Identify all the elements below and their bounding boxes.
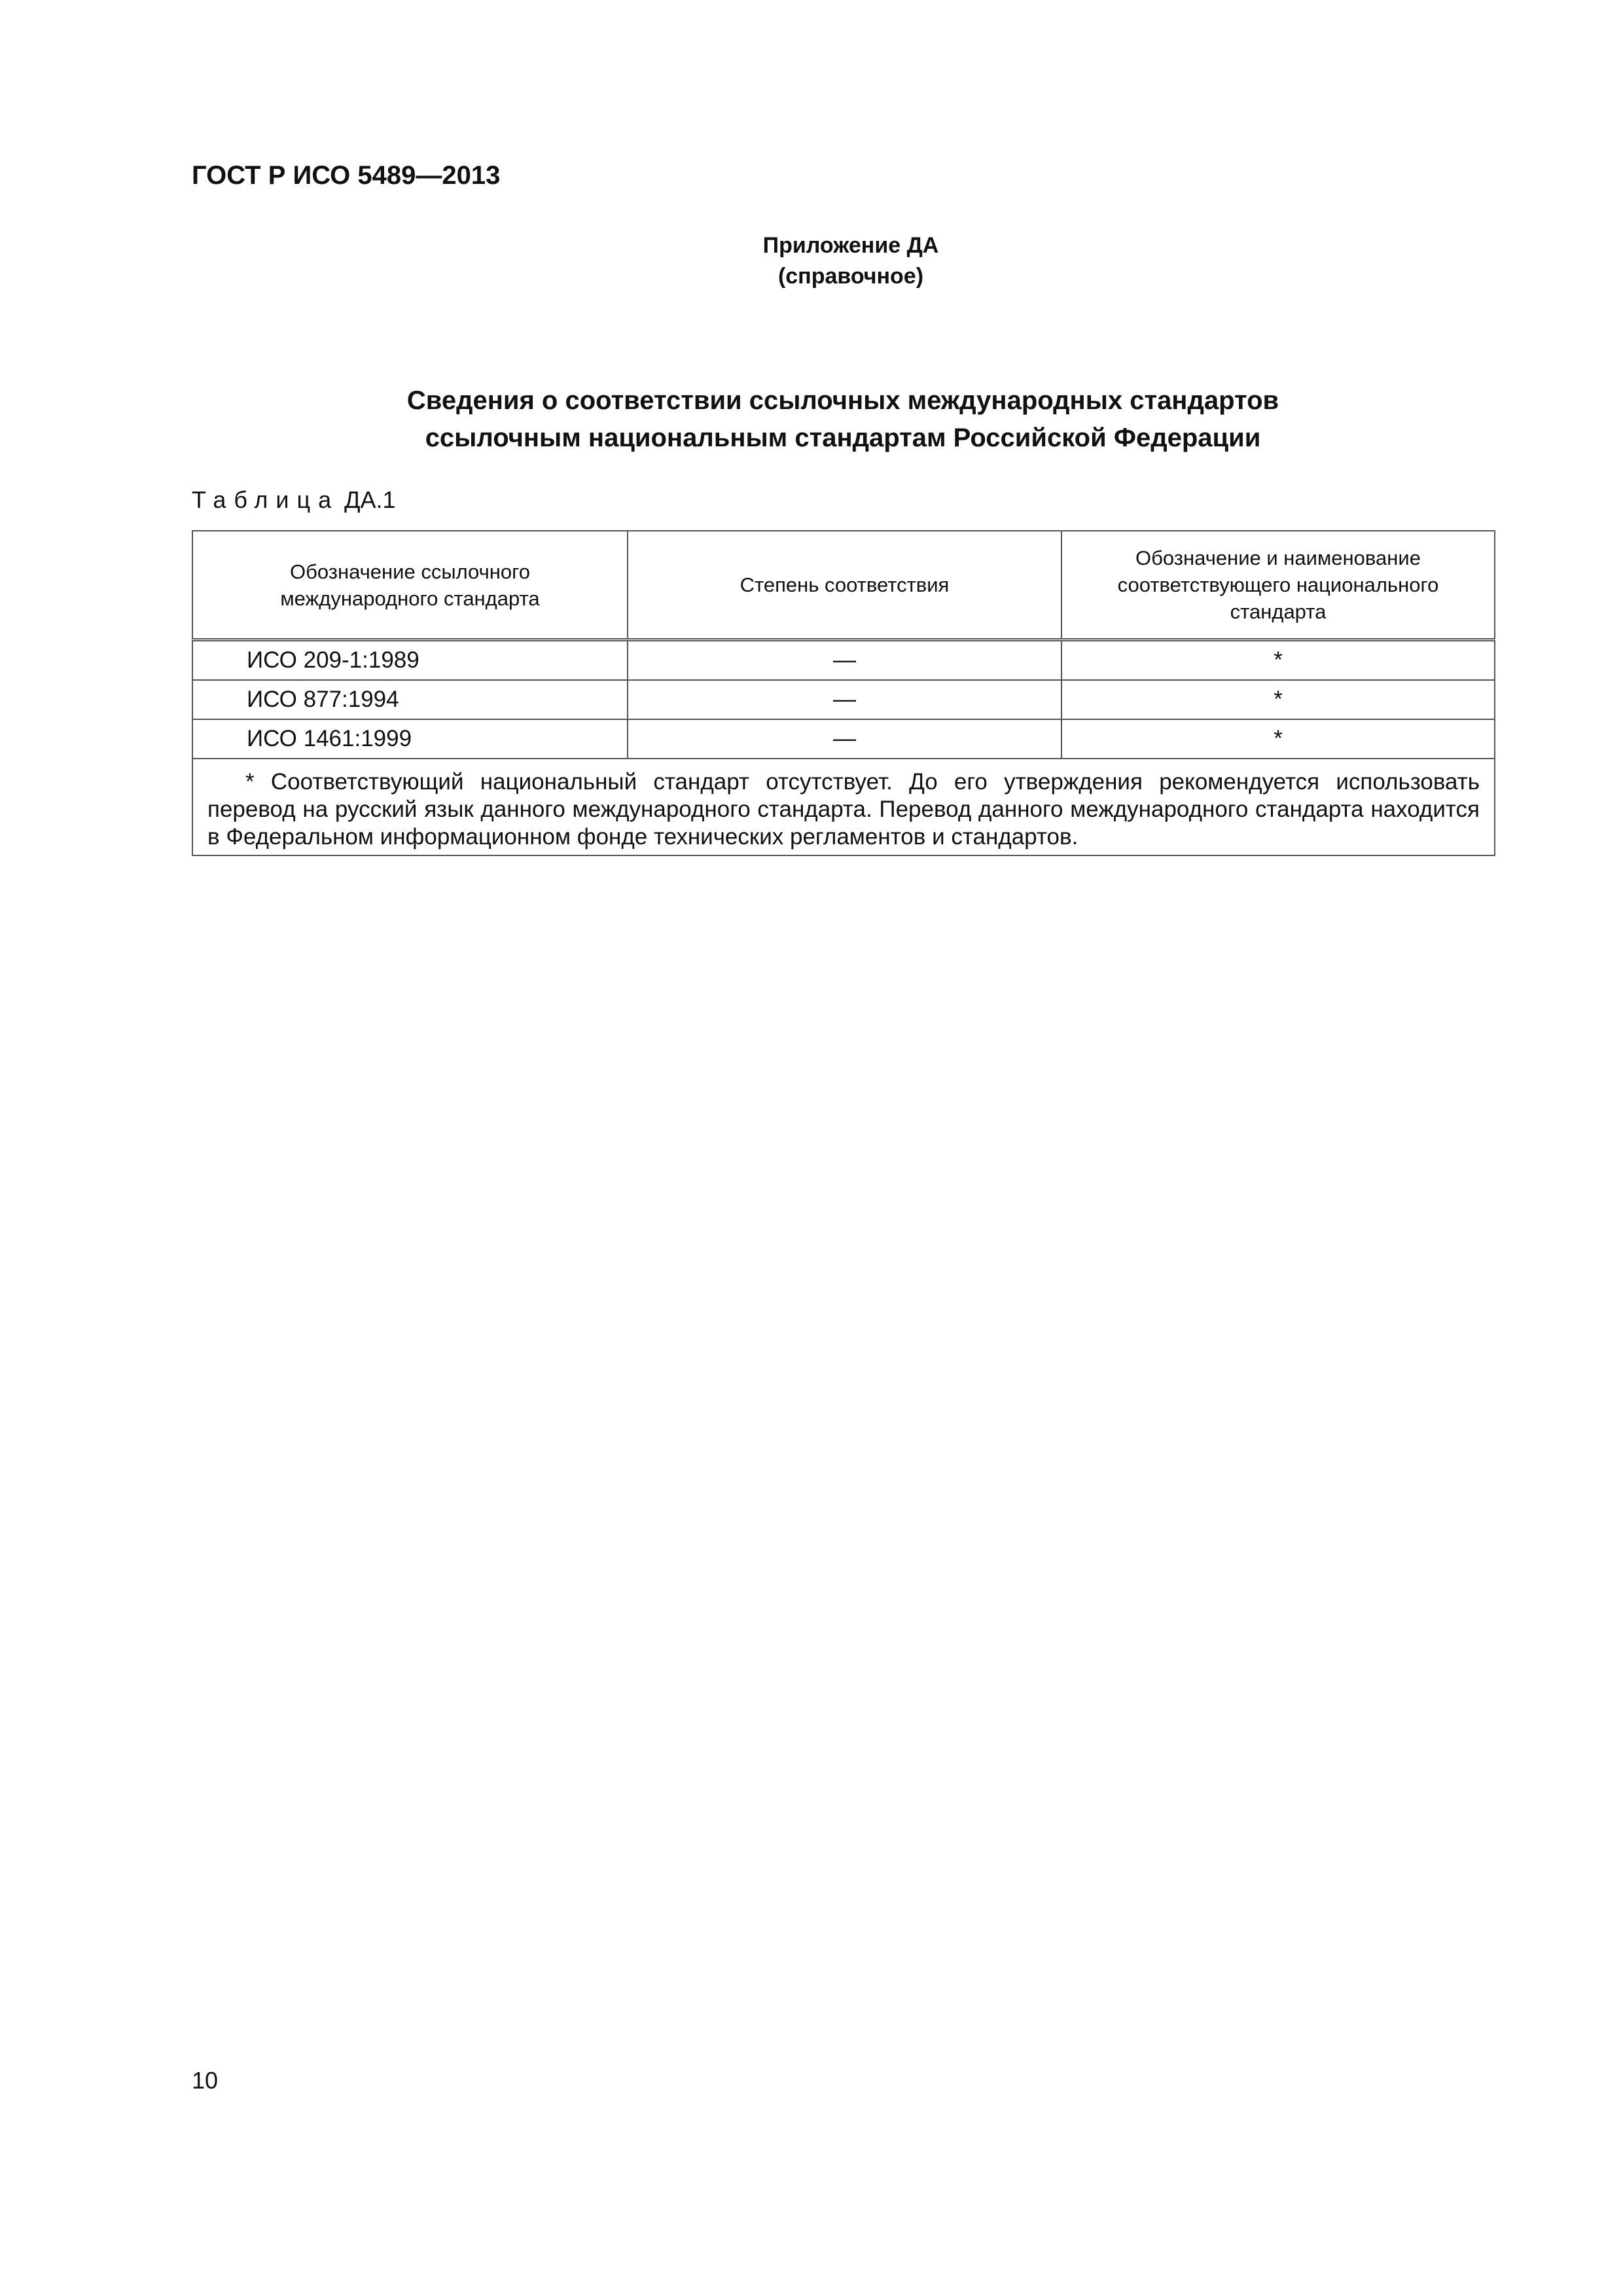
page-number: 10	[192, 2067, 219, 2094]
table-row	[192, 680, 1495, 719]
section-title	[192, 382, 1494, 457]
header-national-standard-text: Обозначение и наименование соответствующего национального стандарта	[1117, 547, 1439, 623]
cell-national-standard: *	[1061, 719, 1495, 759]
appendix-type: (справочное)	[777, 264, 924, 289]
table-row	[192, 640, 1495, 681]
table-footnote-cell	[192, 759, 1495, 855]
cell-degree: —	[628, 680, 1061, 719]
cell-reference-standard: ИСО 1461:1999	[192, 719, 628, 759]
cell-degree: —	[628, 640, 1061, 681]
standards-correspondence-table	[192, 530, 1495, 856]
cell-degree: —	[628, 719, 1061, 759]
table-header-row	[192, 531, 1495, 640]
cell-national-standard: *	[1061, 640, 1495, 681]
table-body	[192, 640, 1495, 856]
cell-reference-standard: ИСО 877:1994	[192, 680, 628, 719]
table-caption-prefix: Таблица	[192, 486, 340, 513]
table-row	[192, 719, 1495, 759]
appendix-title: Приложение ДА	[762, 233, 939, 258]
table-footnote-text: * Соответствующий национальный стандарт отсутствует. До его утверждения рекомендуется использовать перевод на русский язык данного международного стандарта. Перевод данного международного стандарта находится в Федеральном информационном фонде технических регламентов и стандартов.	[207, 769, 1480, 850]
header-international-standard-text: Обозначение ссылочного международного стандарта	[280, 560, 540, 610]
document-code-header: ГОСТ Р ИСО 5489—2013	[192, 161, 501, 190]
table-caption-number: ДА.1	[344, 486, 396, 513]
cell-national-standard: *	[1061, 680, 1495, 719]
header-national-standard	[1061, 531, 1495, 640]
section-title-line2: ссылочным национальным стандартам Российской Федерации	[425, 423, 1261, 452]
header-degree-of-correspondence: Степень соответствия	[628, 531, 1061, 640]
header-international-standard	[192, 531, 628, 640]
table-caption	[192, 486, 396, 514]
section-title-line1: Сведения о соответствии ссылочных международных стандартов	[406, 386, 1279, 415]
appendix-heading	[681, 230, 1021, 292]
table-footnote-row	[192, 759, 1495, 855]
cell-reference-standard: ИСО 209-1:1989	[192, 640, 628, 681]
